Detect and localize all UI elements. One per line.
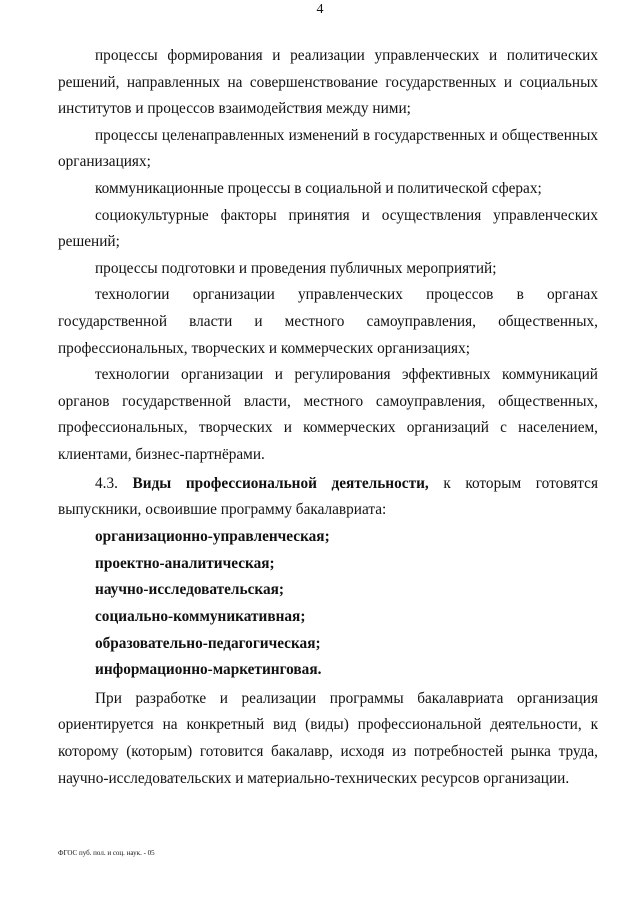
- activity-type: информационно-маркетинговая.: [95, 661, 322, 679]
- footer-code: ФГОС пуб. пол. и соц. наук. - 05: [58, 849, 155, 857]
- section-text: к которым готовятся выпускники, освоившие программу бакалавриата:: [58, 474, 598, 519]
- closing-paragraph: При разработке и реализации программы бакалавриата организация ориентируется на конкретный вид (виды) профессиональной деятельности, к которому (которым) готовится бакалавр, исходя из потребностей рынка труда, научно-исследовательских и материально-технических ресурсов организации.: [58, 689, 598, 787]
- activity-type: социально-коммуникативная;: [95, 607, 306, 625]
- paragraph: процессы подготовки и проведения публичных мероприятий;: [95, 259, 497, 277]
- section-heading: Виды профессиональной деятельности,: [132, 474, 429, 492]
- paragraph: процессы формирования и реализации управленческих и политических решений, направленных на совершенствование государственных и социальных институтов и процессов взаимодействия между ними;: [58, 47, 598, 118]
- paragraph: технологии организации и регулирования эффективных коммуникаций органов государственной власти, местного самоуправления, общественных, профессиональных, творческих и коммерческих организаций с населением, клиентами, бизнес-партнёрами.: [58, 366, 598, 463]
- body-text: [58, 43, 598, 792]
- activity-type: научно-исследовательская;: [95, 581, 284, 599]
- paragraph: коммуникационные процессы в социальной и политической сферах;: [95, 179, 542, 197]
- activity-type: организационно-управленческая;: [95, 528, 330, 546]
- paragraph: социокультурные факторы принятия и осуществления управленческих решений;: [58, 206, 598, 251]
- paragraph: процессы целенаправленных изменений в государственных и общественных организациях;: [58, 126, 598, 171]
- section-number: 4.3.: [95, 474, 118, 492]
- activity-type: проектно-аналитическая;: [95, 554, 275, 572]
- section-paragraph: [58, 471, 598, 524]
- activity-type: образовательно-педагогическая;: [95, 634, 321, 652]
- page-number: 4: [316, 2, 324, 17]
- paragraph: технологии организации управленческих процессов в органах государственной власти и местного самоуправления, общественных, профессиональных, творческих и коммерческих организациях;: [58, 286, 598, 357]
